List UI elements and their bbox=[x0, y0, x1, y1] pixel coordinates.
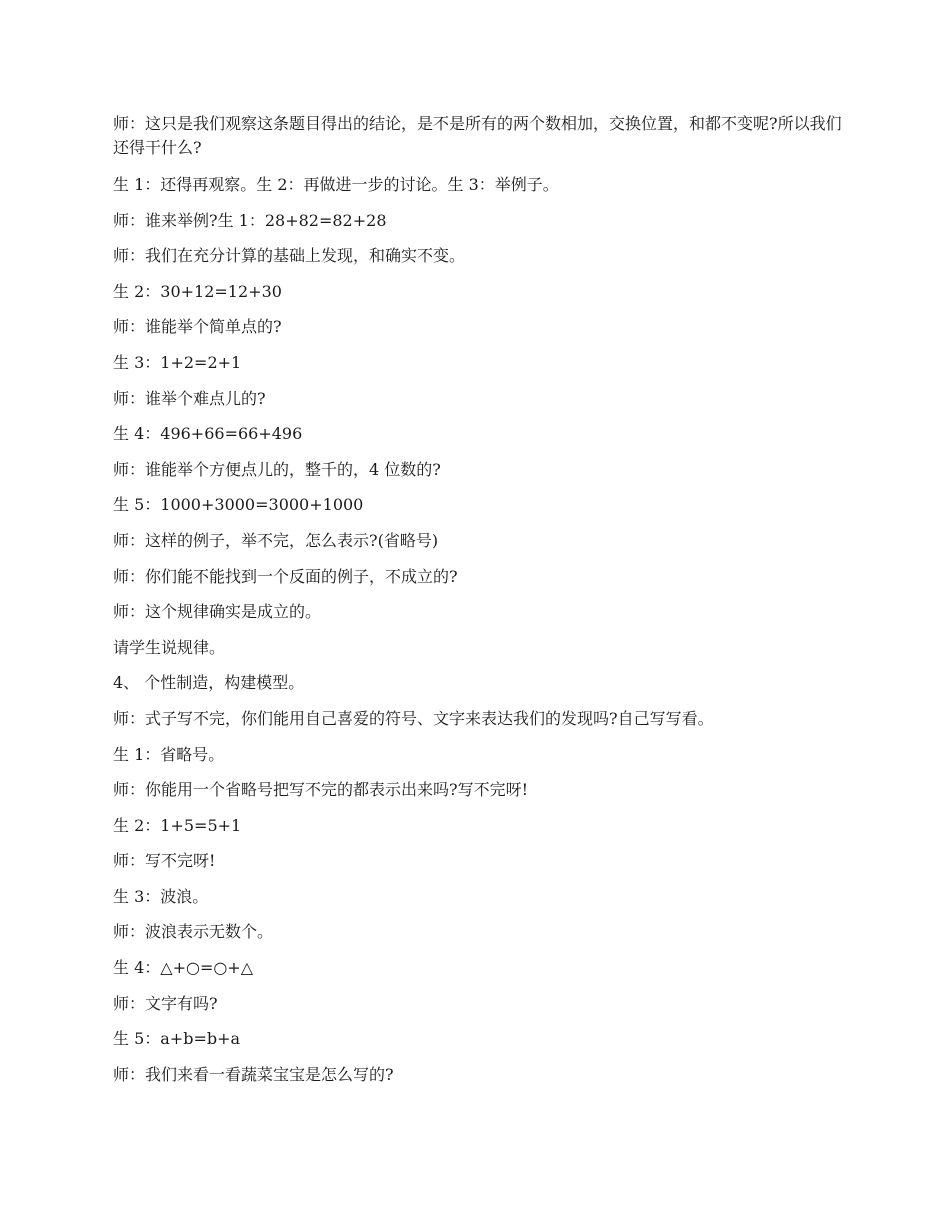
paragraph-19: 师：你能用一个省略号把写不完的都表示出来吗?写不完呀! bbox=[113, 780, 529, 800]
paragraph-6: 师：谁能举个简单点的? bbox=[113, 317, 282, 337]
paragraph-21: 师：写不完呀! bbox=[113, 851, 216, 871]
paragraph-13: 师：你们能不能找到一个反面的例子，不成立的? bbox=[113, 566, 458, 586]
paragraph-9: 生 4：496+66=66+496 bbox=[113, 424, 303, 444]
paragraph-8: 师：谁举个难点儿的? bbox=[113, 388, 266, 408]
paragraph-7: 生 3：1+2=2+1 bbox=[113, 352, 242, 372]
paragraph-11: 生 5：1000+3000=3000+1000 bbox=[113, 495, 364, 515]
section-heading: 4、 个性制造，构建模型。 bbox=[113, 673, 305, 693]
paragraph-5: 生 2：30+12=12+30 bbox=[113, 281, 282, 301]
document-body bbox=[113, 112, 843, 1098]
paragraph-2: 生 1：还得再观察。生 2：再做进一步的讨论。生 3：举例子。 bbox=[113, 175, 559, 194]
paragraph-10: 师：谁能举个方便点儿的，整千的，4 位数的? bbox=[113, 459, 441, 479]
paragraph-17: 师：式子写不完，你们能用自己喜爱的符号、文字来表达我们的发现吗?自己写写看。 bbox=[113, 708, 714, 728]
paragraph-3: 师：谁来举例?生 1：28+82=82+28 bbox=[113, 210, 387, 230]
paragraph-14: 师：这个规律确实是成立的。 bbox=[113, 602, 322, 622]
paragraph-1: 师：这只是我们观察这条题目得出的结论，是不是所有的两个数相加，交换位置，和都不变呢?所以我们还得干什么? bbox=[113, 114, 842, 157]
paragraph-23: 师：波浪表示无数个。 bbox=[113, 922, 274, 942]
paragraph-15: 请学生说规律。 bbox=[113, 637, 226, 657]
paragraph-4: 师：我们在充分计算的基础上发现，和确实不变。 bbox=[113, 246, 466, 266]
paragraph-24: 生 4：△+○=○+△ bbox=[113, 958, 254, 978]
paragraph-27: 师：我们来看一看蔬菜宝宝是怎么写的? bbox=[113, 1064, 394, 1084]
paragraph-20: 生 2：1+5=5+1 bbox=[113, 815, 242, 835]
paragraph-25: 师：文字有吗? bbox=[113, 993, 218, 1013]
paragraph-12: 师：这样的例子，举不完，怎么表示?(省略号) bbox=[113, 530, 439, 550]
paragraph-22: 生 3：波浪。 bbox=[113, 886, 209, 906]
paragraph-18: 生 1：省略号。 bbox=[113, 744, 225, 764]
paragraph-26: 生 5：a+b=b+a bbox=[113, 1029, 241, 1049]
